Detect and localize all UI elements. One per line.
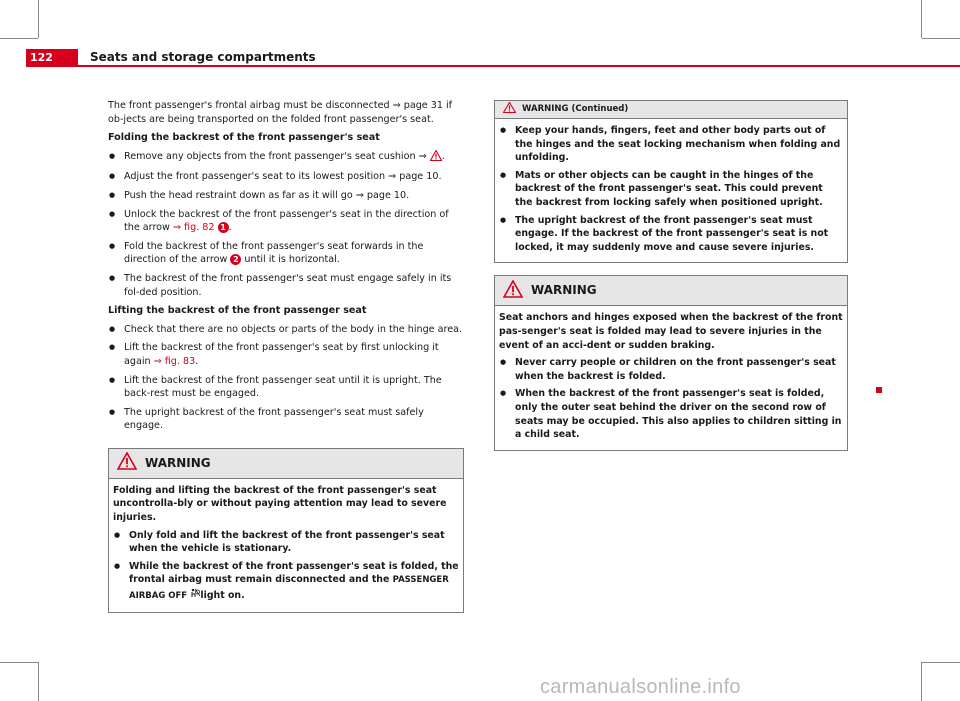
- warning-triangle-icon: [117, 452, 137, 475]
- crop-mark: [922, 662, 960, 663]
- list-item: ● The backrest of the front passenger's seat must engage safely in its fol-ded position.: [108, 272, 464, 299]
- warning-title: WARNING: [145, 455, 211, 470]
- warning-triangle-icon: [503, 102, 516, 118]
- warning-body: [109, 479, 463, 612]
- list-item: ● The upright backrest of the front passenger's seat must engage. If the backrest of the front passenger's seat is not locked, it may suddenly move and cause severe injuries.: [499, 214, 843, 255]
- warning-title: WARNING: [531, 283, 597, 298]
- callout-badge: 1: [218, 222, 229, 233]
- list-item: ● Only fold and lift the backrest of the front passenger's seat when the vehicle is stationary.: [113, 529, 459, 556]
- crop-mark: [921, 662, 922, 701]
- intro-paragraph: The front passenger's frontal airbag must be disconnected ⇒ page 31 if ob-jects are being transported on the folded front passenger's seat.: [108, 100, 453, 125]
- section-end-marker: [876, 387, 882, 393]
- warning-body: [495, 306, 847, 449]
- section-title: Seats and storage compartments: [90, 50, 316, 64]
- warning-body: [495, 119, 847, 262]
- heading-lift: Lifting the backrest of the front passenger seat: [108, 305, 367, 317]
- list-item: ● Lift the backrest of the front passenger seat until it is upright. The back-rest must be engaged.: [108, 374, 464, 401]
- warning-title: WARNING (Continued): [522, 103, 629, 114]
- list-item: ● While the backrest of the front passenger's seat is folded, the frontal airbag must remain disconnected and the PASSENGER AIRBAG OFF light on.: [113, 560, 459, 604]
- list-item: ● Mats or other objects can be caught in the hinges of the backrest of the front passenger's seat. This could prevent the backrest from locking safely when positioned upright.: [499, 169, 843, 210]
- list-item: ● Check that there are no objects or parts of the body in the hinge area.: [108, 323, 464, 337]
- warning-header: [109, 449, 463, 479]
- page-number: 122: [26, 49, 78, 67]
- warning-header: [495, 101, 847, 119]
- callout-badge: 2: [230, 254, 241, 265]
- list-item: ● Fold the backrest of the front passenger's seat forwards in the direction of the arrow 2 until it is horizontal.: [108, 240, 464, 267]
- list-item: ● Lift the backrest of the front passenger's seat by first unlocking it again ⇒ fig. 83.: [108, 341, 464, 368]
- warning-header: [495, 276, 847, 306]
- warning-box: [108, 448, 464, 613]
- warning-intro: Seat anchors and hinges exposed when the backrest of the front pas-senger's seat is folded may lead to severe injuries in the event of an acci-dent or sudden braking.: [499, 312, 843, 351]
- warning-continued-box: [494, 100, 848, 263]
- left-column: [108, 99, 464, 613]
- list-item: ● Keep your hands, fingers, feet and other body parts out of the hinges and the seat locking mechanism when folding and unfolding.: [499, 124, 843, 165]
- header-divider: [78, 65, 960, 67]
- list-item: ● Unlock the backrest of the front passenger's seat in the direction of the arrow ⇒ fig. 82 1 .: [108, 208, 464, 235]
- airbag-off-icon: [190, 588, 200, 604]
- figure-link[interactable]: ⇒ fig. 82: [172, 222, 215, 234]
- warning-triangle-icon: [503, 280, 523, 303]
- list-item: ● Remove any objects from the front passenger's seat cushion ⇒ .: [108, 150, 464, 166]
- heading-fold: Folding the backrest of the front passenger's seat: [108, 132, 380, 144]
- list-item: ● Push the head restraint down as far as it will go ⇒ page 10.: [108, 189, 464, 203]
- crop-mark: [38, 0, 39, 38]
- watermark: carmanualsonline.info: [540, 676, 741, 698]
- warning-triangle-icon[interactable]: [430, 150, 442, 166]
- list-item: ● Never carry people or children on the front passenger's seat when the backrest is folded.: [499, 356, 843, 383]
- warning-intro: Folding and lifting the backrest of the front passenger's seat uncontrolla-bly or without paying attention may lead to severe injuries.: [113, 484, 447, 524]
- list-item: ● The upright backrest of the front passenger's seat must safely engage.: [108, 406, 464, 433]
- crop-mark: [921, 0, 922, 38]
- right-column: [494, 100, 848, 451]
- crop-mark: [922, 38, 960, 39]
- indicator-label: PASSENGER AIRBAG OFF: [129, 575, 449, 602]
- crop-mark: [0, 662, 38, 663]
- crop-mark: [0, 38, 38, 39]
- list-item: ● When the backrest of the front passenger's seat is folded, only the outer seat behind the driver on the second row of seats may be occupied. This also applies to children sitting in a child seat.: [499, 387, 843, 441]
- crop-mark: [38, 662, 39, 701]
- figure-link[interactable]: ⇒ fig. 83: [153, 355, 196, 367]
- warning-box: [494, 275, 848, 450]
- list-item: ● Adjust the front passenger's seat to its lowest position ⇒ page 10.: [108, 170, 464, 184]
